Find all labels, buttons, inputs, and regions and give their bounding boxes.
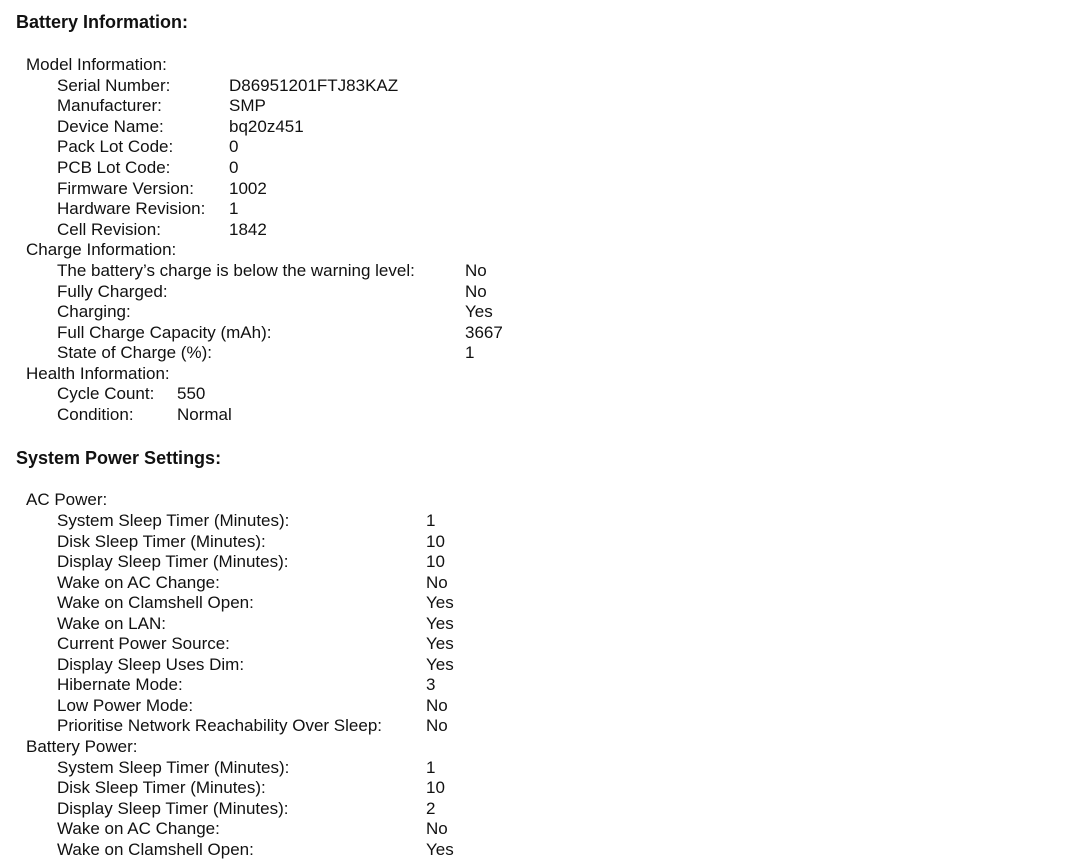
battery-row-label: Display Sleep Timer (Minutes): xyxy=(57,799,289,818)
ac-row-label: Disk Sleep Timer (Minutes): xyxy=(57,532,266,551)
battery-row-value: 1 xyxy=(426,758,436,777)
ac-row-label: Prioritise Network Reachability Over Sleep: xyxy=(57,716,383,735)
power-settings-title: System Power Settings: xyxy=(16,448,222,468)
health-info-heading: Health Information: xyxy=(26,364,170,383)
ac-row-value: 10 xyxy=(426,552,445,571)
health-row-label: Condition: xyxy=(57,405,134,424)
model-row-label: Serial Number: xyxy=(57,76,171,95)
ac-row-value: 10 xyxy=(426,532,445,551)
ac-row-value: Yes xyxy=(426,655,454,674)
charge-row-value: No xyxy=(465,282,487,301)
model-row-value: D86951201FTJ83KAZ xyxy=(229,76,399,95)
ac-power-heading: AC Power: xyxy=(26,490,108,509)
battery-row-value: 2 xyxy=(426,799,436,818)
ac-row-label: Wake on Clamshell Open: xyxy=(57,593,254,612)
ac-row-value: Yes xyxy=(426,593,454,612)
ac-row-label: Current Power Source: xyxy=(57,634,230,653)
ac-row-label: Display Sleep Timer (Minutes): xyxy=(57,552,289,571)
ac-row-label: Low Power Mode: xyxy=(57,696,194,715)
model-row-value: 0 xyxy=(229,158,239,177)
model-row-label: Pack Lot Code: xyxy=(57,137,174,156)
ac-row-value: No xyxy=(426,696,448,715)
charge-row-label: State of Charge (%): xyxy=(57,343,212,362)
ac-row-value: Yes xyxy=(426,614,454,633)
charge-row-label: The battery’s charge is below the warning level: xyxy=(57,261,415,280)
model-row-value: 0 xyxy=(229,137,239,156)
charge-row-label: Fully Charged: xyxy=(57,282,168,301)
battery-power-heading: Battery Power: xyxy=(26,737,138,756)
ac-row-value: Yes xyxy=(426,634,454,653)
battery-row-label: System Sleep Timer (Minutes): xyxy=(57,758,290,777)
model-row-label: PCB Lot Code: xyxy=(57,158,171,177)
battery-row-label: Disk Sleep Timer (Minutes): xyxy=(57,778,266,797)
model-row-label: Firmware Version: xyxy=(57,179,194,198)
health-row-label: Cycle Count: xyxy=(57,384,155,403)
model-row-label: Manufacturer: xyxy=(57,96,162,115)
model-info-heading: Model Information: xyxy=(26,55,167,74)
battery-row-value: 10 xyxy=(426,778,445,797)
health-row-value: 550 xyxy=(177,384,206,403)
charge-info-heading: Charge Information: xyxy=(26,240,177,259)
battery-row-label: Wake on AC Change: xyxy=(57,819,220,838)
ac-row-value: 1 xyxy=(426,511,436,530)
health-row-value: Normal xyxy=(177,405,232,424)
ac-row-value: 3 xyxy=(426,675,436,694)
charge-row-label: Charging: xyxy=(57,302,131,321)
ac-row-value: No xyxy=(426,573,448,592)
model-row-value: 1 xyxy=(229,199,239,218)
ac-row-label: Wake on AC Change: xyxy=(57,573,220,592)
ac-row-label: Wake on LAN: xyxy=(57,614,166,633)
ac-row-label: Display Sleep Uses Dim: xyxy=(57,655,245,674)
model-row-value: 1842 xyxy=(229,220,267,239)
ac-row-label: Hibernate Mode: xyxy=(57,675,183,694)
model-row-label: Device Name: xyxy=(57,117,164,136)
charge-row-value: Yes xyxy=(465,302,493,321)
ac-row-label: System Sleep Timer (Minutes): xyxy=(57,511,290,530)
ac-row-value: No xyxy=(426,716,448,735)
model-row-label: Hardware Revision: xyxy=(57,199,206,218)
charge-row-value: 3667 xyxy=(465,323,503,342)
battery-row-value: No xyxy=(426,819,448,838)
battery-row-label: Wake on Clamshell Open: xyxy=(57,840,254,859)
charge-row-value: 1 xyxy=(465,343,475,362)
model-row-label: Cell Revision: xyxy=(57,220,161,239)
charge-row-label: Full Charge Capacity (mAh): xyxy=(57,323,272,342)
charge-row-value: No xyxy=(465,261,487,280)
model-row-value: SMP xyxy=(229,96,266,115)
model-row-value: bq20z451 xyxy=(229,117,304,136)
model-row-value: 1002 xyxy=(229,179,267,198)
battery-row-value: Yes xyxy=(426,840,454,859)
battery-info-title: Battery Information: xyxy=(16,12,189,32)
